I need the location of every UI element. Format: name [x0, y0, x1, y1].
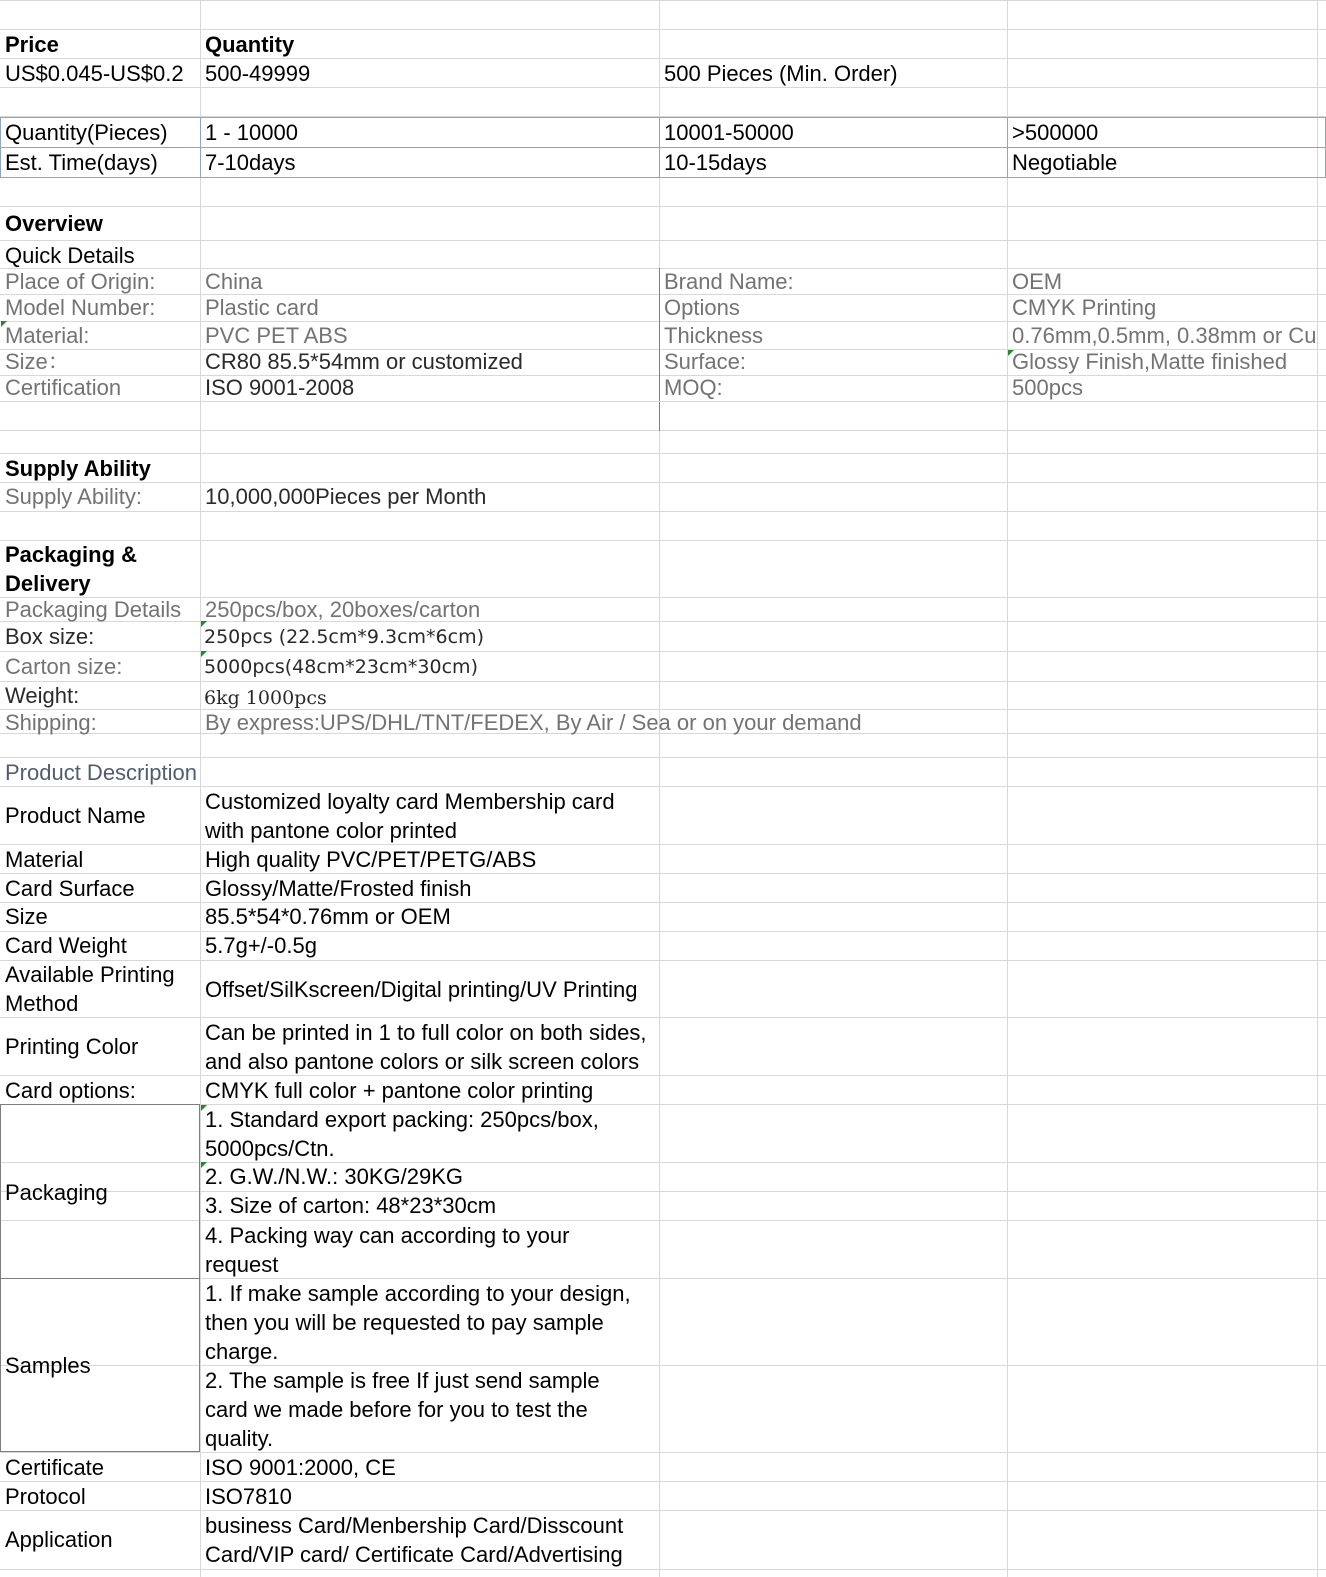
grid-row-line: [0, 931, 1326, 932]
weight-label: Weight:: [5, 683, 80, 708]
lead-q3: >500000: [1012, 120, 1099, 145]
carton-size-label: Carton size:: [5, 654, 123, 679]
desc-label: Size: [5, 904, 48, 929]
overview-value: Glossy Finish,Matte finished: [1012, 349, 1288, 374]
quantity-value: 500-49999: [205, 61, 311, 86]
supply-title: Supply Ability: [5, 456, 151, 481]
grid-row-line: [0, 757, 1326, 758]
quick-details-divider: [659, 402, 660, 431]
lead-t1: 7-10days: [205, 150, 296, 175]
grid-row-line: [0, 321, 1326, 322]
desc-label: Method: [5, 991, 79, 1016]
grid-row-line: [0, 1569, 1326, 1570]
grid-row-line: [0, 29, 1326, 30]
overview-label: Thickness: [664, 323, 764, 348]
grid-col-line: [659, 0, 660, 1577]
grid-row-line: [0, 621, 1326, 622]
desc-value: 1. If make sample according to your design,: [205, 1281, 631, 1306]
desc-label: Printing Color: [5, 1034, 139, 1059]
grid-row-line: [0, 540, 1326, 541]
grid-row-line: [0, 453, 1326, 454]
grid-col-line: [1007, 0, 1008, 1577]
desc-value: ISO7810: [205, 1484, 292, 1509]
grid-row-line: [0, 240, 1326, 241]
overview-value: Plastic card: [205, 295, 319, 320]
grid-col-line: [200, 0, 201, 1577]
desc-value: CMYK full color + pantone color printing: [205, 1078, 594, 1103]
desc-label: Application: [5, 1527, 113, 1552]
overview-label: Options: [664, 295, 740, 320]
grid-row-line: [0, 482, 1326, 483]
desc-value: 5000pcs/Ctn.: [205, 1136, 335, 1161]
grid-row-line: [0, 1017, 1326, 1018]
overview-value: China: [205, 269, 263, 294]
grid-row-line: [0, 786, 1326, 787]
desc-value: then you will be requested to pay sample: [205, 1310, 604, 1335]
desc-value: 5.7g+/-0.5g: [205, 933, 317, 958]
overview-value: 0.76mm,0.5mm, 0.38mm or Cu: [1012, 323, 1317, 348]
grid-row-line: [0, 0, 1326, 1]
overview-label: Surface:: [664, 349, 746, 374]
desc-value: request: [205, 1252, 279, 1277]
packaging-title: Delivery: [5, 571, 91, 596]
grid-row-line: [0, 960, 1326, 961]
grid-row-line: [0, 1481, 1326, 1482]
desc-value: Card/VIP card/ Certificate Card/Advertising: [205, 1542, 623, 1567]
desc-value: 2. G.W./N.W.: 30KG/29KG: [205, 1164, 463, 1189]
desc-label: Protocol: [5, 1484, 86, 1509]
supply-label: Supply Ability:: [5, 484, 142, 509]
desc-value: Offset/SilKscreen/Digital printing/UV Printing: [205, 977, 638, 1002]
desc-value: business Card/Menbership Card/Disscount: [205, 1513, 624, 1538]
overview-label: Certification: [5, 375, 122, 400]
shipping-value: By express:UPS/DHL/TNT/FEDEX, By Air / Sea or on your demand: [205, 710, 862, 735]
desc-label: Card options:: [5, 1078, 136, 1103]
overview-title: Overview: [5, 211, 103, 236]
desc-value: High quality PVC/PET/PETG/ABS: [205, 847, 537, 872]
shipping-label: Shipping:: [5, 710, 97, 735]
grid-row-line: [0, 651, 1326, 652]
min-order: 500 Pieces (Min. Order): [664, 61, 898, 86]
desc-label: Product Name: [5, 803, 146, 828]
grid-row-line: [0, 511, 1326, 512]
grid-row-line: [0, 1510, 1326, 1511]
grid-row-line: [0, 268, 1326, 269]
desc-value: 85.5*54*0.76mm or OEM: [205, 904, 451, 929]
samples-merge-border: [0, 1451, 200, 1452]
desc-label: Available Printing: [5, 962, 175, 987]
desc-value: 3. Size of carton: 48*23*30cm: [205, 1193, 497, 1218]
overview-label: Material:: [5, 323, 90, 348]
overview-label: Model Number:: [5, 295, 156, 320]
weight-value: 6kg 1000pcs: [204, 687, 327, 709]
desc-value: ISO 9001:2000, CE: [205, 1455, 396, 1480]
grid-row-line: [0, 87, 1326, 88]
desc-label: Material: [5, 847, 84, 872]
quantity-header: Quantity: [205, 32, 295, 57]
lead-t3: Negotiable: [1012, 150, 1118, 175]
grid-col-line: [1317, 0, 1318, 1577]
desc-value: card we made before for you to test the: [205, 1397, 588, 1422]
overview-label: MOQ:: [664, 375, 723, 400]
grid-row-line: [0, 597, 1326, 598]
desc-value: Glossy/Matte/Frosted finish: [205, 876, 472, 901]
desc-value: Customized loyalty card Membership card: [205, 789, 615, 814]
desc-label: Certificate: [5, 1455, 105, 1480]
price-value: US$0.045-US$0.2: [5, 61, 184, 86]
overview-value: ISO 9001-2008: [205, 375, 355, 400]
grid-row-line: [0, 375, 1326, 376]
grid-row-line: [0, 902, 1326, 903]
overview-value: 500pcs: [1012, 375, 1083, 400]
lead-time-col-divider: [200, 117, 201, 178]
lead-quantity-label: Quantity(Pieces): [5, 120, 168, 145]
desc-value: and also pantone colors or silk screen colors: [205, 1049, 640, 1074]
lead-time-col-divider: [659, 117, 660, 178]
packaging-merge-border: [0, 1278, 200, 1279]
grid-row-line: [0, 1075, 1326, 1076]
packaging-title: Packaging &: [5, 542, 138, 567]
lead-q1: 1 - 10000: [205, 120, 298, 145]
desc-label: Card Surface: [5, 876, 135, 901]
carton-size-value: 5000pcs(48cm*23cm*30cm): [204, 656, 478, 678]
overview-value: PVC PET ABS: [205, 323, 348, 348]
grid-row-line: [0, 58, 1326, 59]
overview-value: CR80 85.5*54mm or customized: [205, 349, 523, 374]
overview-value: OEM: [1012, 269, 1063, 294]
quick-details-divider: [659, 268, 660, 401]
desc-value: 1. Standard export packing: 250pcs/box,: [205, 1107, 599, 1132]
lead-time-row-divider: [0, 147, 1326, 148]
overview-label: Place of Origin:: [5, 269, 156, 294]
lead-t2: 10-15days: [664, 150, 767, 175]
desc-value: 2. The sample is free If just send sample: [205, 1368, 600, 1393]
desc-value: with pantone color printed: [205, 818, 457, 843]
box-size-value: 250pcs (22.5cm*9.3cm*6cm): [204, 626, 485, 648]
desc-value: quality.: [205, 1426, 274, 1451]
grid-row-line: [0, 430, 1326, 431]
lead-time-col-divider: [1007, 117, 1008, 178]
desc-value: charge.: [205, 1339, 279, 1364]
overview-label: Size：: [5, 349, 70, 374]
overview-value: CMYK Printing: [1012, 295, 1157, 320]
lead-q2: 10001-50000: [664, 120, 794, 145]
lead-time-label: Est. Time(days): [5, 150, 158, 175]
supply-value: 10,000,000Pieces per Month: [205, 484, 487, 509]
quick-details-title: Quick Details: [5, 243, 135, 268]
overview-label: Brand Name:: [664, 269, 794, 294]
desc-value: Can be printed in 1 to full color on both sides,: [205, 1020, 647, 1045]
packaging-merge-border: [0, 1104, 200, 1105]
packaging-details-label: Packaging Details: [5, 597, 182, 622]
grid-row-line: [0, 873, 1326, 874]
desc-label: Samples: [5, 1353, 91, 1378]
grid-row-line: [0, 681, 1326, 682]
box-size-label: Box size:: [5, 624, 95, 649]
grid-row-line: [0, 1452, 1326, 1453]
packaging-details-value: 250pcs/box, 20boxes/carton: [205, 597, 481, 622]
desc-label: Packaging: [5, 1180, 108, 1205]
grid-row-line: [0, 401, 1326, 402]
desc-value: 4. Packing way can according to your: [205, 1223, 570, 1248]
desc-label: Card Weight: [5, 933, 127, 958]
product-description-title: Product Description: [5, 760, 197, 785]
grid-row-line: [0, 206, 1326, 207]
grid-row-line: [0, 844, 1326, 845]
price-header: Price: [5, 32, 59, 57]
